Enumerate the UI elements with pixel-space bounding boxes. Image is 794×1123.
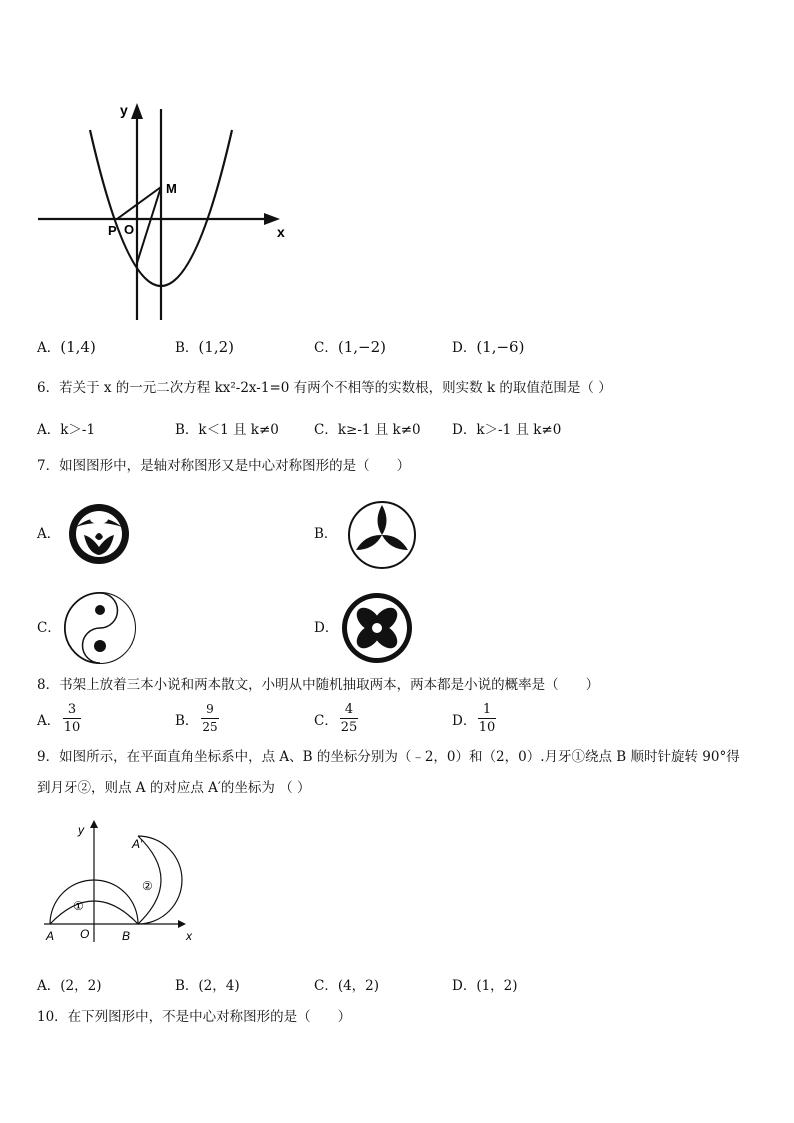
q7-stem: 7．如图图形中，是轴对称图形又是中心对称图形的是（ ） xyxy=(37,458,411,474)
q6-option-b[interactable]: B．k＜1 且 k≠0 xyxy=(175,422,279,438)
q5-option-c-letter: C． xyxy=(314,340,338,356)
q6-option-d[interactable]: D．k＞-1 且 k≠0 xyxy=(452,422,562,438)
q8-option-b-letter[interactable]: B． xyxy=(175,713,199,729)
q8-c-numerator: 4 xyxy=(344,702,354,717)
q8-stem: 8．书架上放着三本小说和两本散文，小明从中随机抽取两本，两本都是小说的概率是（ ） xyxy=(37,677,600,693)
q8-c-denominator: 25 xyxy=(340,720,358,735)
q5-option-d[interactable] xyxy=(452,338,524,357)
parabola-graph xyxy=(30,95,300,330)
q5-option-b[interactable] xyxy=(175,338,234,357)
q6-option-a[interactable]: A．k＞-1 xyxy=(37,422,96,438)
graph-p-label: P xyxy=(108,223,117,238)
q5-option-d-letter: D． xyxy=(452,340,477,356)
q9-option-c[interactable]: C．(4，2) xyxy=(314,978,380,994)
q8-option-c-fraction[interactable] xyxy=(340,702,358,735)
fig9-x-label: x xyxy=(186,929,192,943)
graph-y-label: y xyxy=(120,102,128,118)
q9-option-d[interactable]: D．(1，2) xyxy=(452,978,518,994)
q7-option-a-letter[interactable]: A． xyxy=(37,526,61,542)
q5-option-a[interactable] xyxy=(37,338,96,357)
q9-option-b[interactable]: B．(2，4) xyxy=(175,978,240,994)
q9-stem-line1: 9．如图所示，在平面直角坐标系中，点 A、B 的坐标分别为（﹣2，0）和（2，0）.月牙①绕点 B 顺时针旋转 90°得 xyxy=(37,749,740,765)
q8-option-b-fraction[interactable] xyxy=(201,702,219,735)
q7-option-b-letter[interactable]: B． xyxy=(314,526,338,542)
fig9-y-label: y xyxy=(78,823,84,837)
q5-option-c[interactable] xyxy=(314,338,386,357)
q9-stem-line2: 到月牙②，则点 A 的对应点 A′的坐标为 （ ） xyxy=(37,780,311,796)
crescent-rotation-figure xyxy=(40,818,210,950)
q8-d-numerator: 1 xyxy=(482,702,492,717)
q5-option-a-value: (1,4) xyxy=(60,338,96,356)
q5-option-d-value: (1,−6) xyxy=(476,338,525,356)
q8-b-denominator: 25 xyxy=(202,720,218,734)
fig9-crescent-1-label: ① xyxy=(73,899,84,913)
q8-option-d-fraction[interactable] xyxy=(478,702,496,735)
q8-b-numerator: 9 xyxy=(206,702,214,716)
fig9-o-label: O xyxy=(80,927,90,941)
q5-option-b-value: (1,2) xyxy=(198,338,234,356)
q8-a-numerator: 3 xyxy=(67,702,77,717)
q6-option-c[interactable]: C．k≥-1 且 k≠0 xyxy=(314,422,421,438)
fig9-crescent-2-label: ② xyxy=(142,879,153,893)
q7-option-c-letter[interactable]: C． xyxy=(37,620,61,636)
q8-option-a-fraction[interactable] xyxy=(63,702,81,735)
graph-x-label: x xyxy=(277,224,285,240)
q6-stem: 6．若关于 x 的一元二次方程 kx²-2x-1=0 有两个不相等的实数根，则实数 k 的取值范围是（ ） xyxy=(37,380,612,396)
q8-option-d-letter[interactable]: D． xyxy=(452,713,477,729)
q5-option-c-value: (1,−2) xyxy=(337,338,386,356)
fig9-a-prime-label: A′ xyxy=(132,837,143,851)
q8-d-denominator: 10 xyxy=(478,720,496,735)
q5-option-b-letter: B． xyxy=(175,340,199,356)
graph-m-label: M xyxy=(166,181,177,196)
q10-stem: 10．在下列图形中，不是中心对称图形的是（ ） xyxy=(37,1009,352,1025)
q7-figure-a[interactable] xyxy=(62,497,136,571)
graph-o-label: O xyxy=(124,222,135,237)
q7-figure-b[interactable] xyxy=(343,497,421,573)
q7-figure-d[interactable] xyxy=(338,590,416,666)
q8-option-a-letter[interactable]: A． xyxy=(37,713,61,729)
q5-option-a-letter: A． xyxy=(37,340,61,356)
q7-option-d-letter[interactable]: D． xyxy=(314,620,339,636)
q8-a-denominator: 10 xyxy=(63,720,81,735)
q9-option-a[interactable]: A．(2，2) xyxy=(37,978,102,994)
fig9-a-label: A xyxy=(46,929,55,943)
q7-figure-c[interactable] xyxy=(62,590,138,666)
fig9-b-label: B xyxy=(122,929,131,943)
q8-option-c-letter[interactable]: C． xyxy=(314,713,338,729)
